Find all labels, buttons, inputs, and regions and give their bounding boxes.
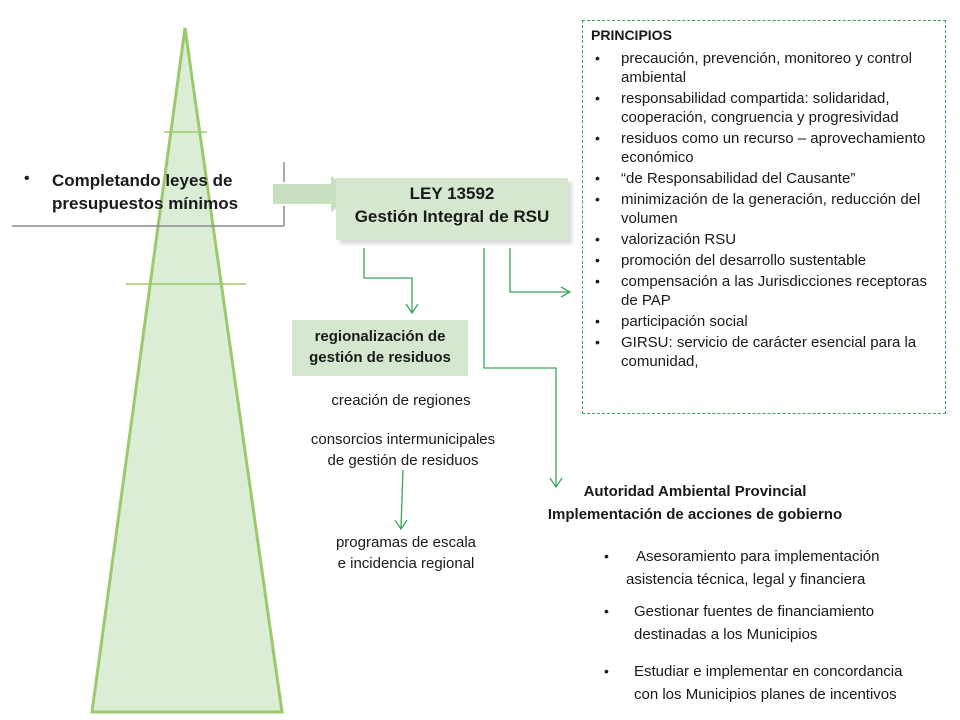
consorcios-line1: consorcios intermunicipales	[310, 431, 496, 448]
accion-text	[634, 600, 944, 646]
pyramid-shape	[92, 28, 282, 712]
accion-line2: destinadas a los Municipios	[634, 626, 818, 643]
programas-text	[310, 532, 502, 574]
connector-to-programas	[401, 470, 403, 528]
accion-item-2	[604, 600, 944, 648]
accion-line1: Gestionar fuentes de financiamiento	[634, 603, 875, 620]
ley-title: LEY 13592	[409, 184, 495, 203]
accion-line1: Asesoramiento para implementación	[636, 548, 880, 565]
principios-list	[591, 49, 941, 373]
principio-item: • residuos como un recurso – aprovechamiento económico	[591, 129, 941, 167]
principio-item: • minimización de la generación, reducción del volumen	[591, 190, 941, 228]
accion-line1: Estudiar e implementar en concordancia	[634, 663, 903, 680]
regiones-text: creación de regiones	[331, 392, 471, 409]
bullet-icon: •	[604, 663, 609, 679]
principio-item: • “de Responsabilidad del Causante”	[591, 169, 941, 188]
principios-box	[582, 20, 946, 414]
principio-item: • promoción del desarrollo sustentable	[591, 251, 941, 270]
consorcios-text	[290, 429, 516, 471]
connector-to-principios	[510, 248, 568, 292]
programas-line2: e incidencia regional	[337, 555, 475, 572]
bullet-icon: •	[604, 603, 609, 619]
principio-item: • GIRSU: servicio de carácter esencial para la comunidad,	[591, 333, 941, 371]
principio-item: • valorización RSU	[591, 230, 941, 249]
principio-item: • responsabilidad compartida: solidaridad, cooperación, congruencia y progresividad	[591, 89, 941, 127]
principio-item: • participación social	[591, 312, 941, 331]
regional-box: regionalización de gestión de residuos	[292, 320, 468, 376]
programas-line1: programas de escala	[335, 534, 477, 551]
principio-item: • compensación a las Jurisdicciones receptoras de PAP	[591, 272, 941, 310]
principios-title: PRINCIPIOS	[591, 27, 672, 43]
connector-to-regional	[364, 248, 412, 312]
accion-text	[626, 545, 946, 591]
ley-subtitle: Gestión Integral de RSU	[354, 207, 550, 226]
consorcios-line2: de gestión de residuos	[327, 452, 479, 469]
accion-item-3	[604, 660, 948, 708]
ley-box	[336, 178, 568, 240]
autoridad-heading	[520, 480, 870, 526]
accion-line2: asistencia técnica, legal y financiera	[626, 571, 866, 588]
principio-item: • precaución, prevención, monitoreo y control ambiental	[591, 49, 941, 87]
autoridad-line1: Autoridad Ambiental Provincial	[583, 483, 807, 500]
accion-line2: con los Municipios planes de incentivos	[634, 686, 897, 703]
bullet-icon: •	[24, 170, 30, 187]
autoridad-line2: Implementación de acciones de gobierno	[547, 506, 843, 523]
left-bullet-box	[12, 162, 284, 226]
accion-text	[634, 660, 948, 706]
left-item-text: Completando leyes de presupuestos mínimos	[52, 171, 239, 213]
bullet-icon: •	[604, 548, 609, 564]
accion-item-1	[604, 545, 944, 593]
